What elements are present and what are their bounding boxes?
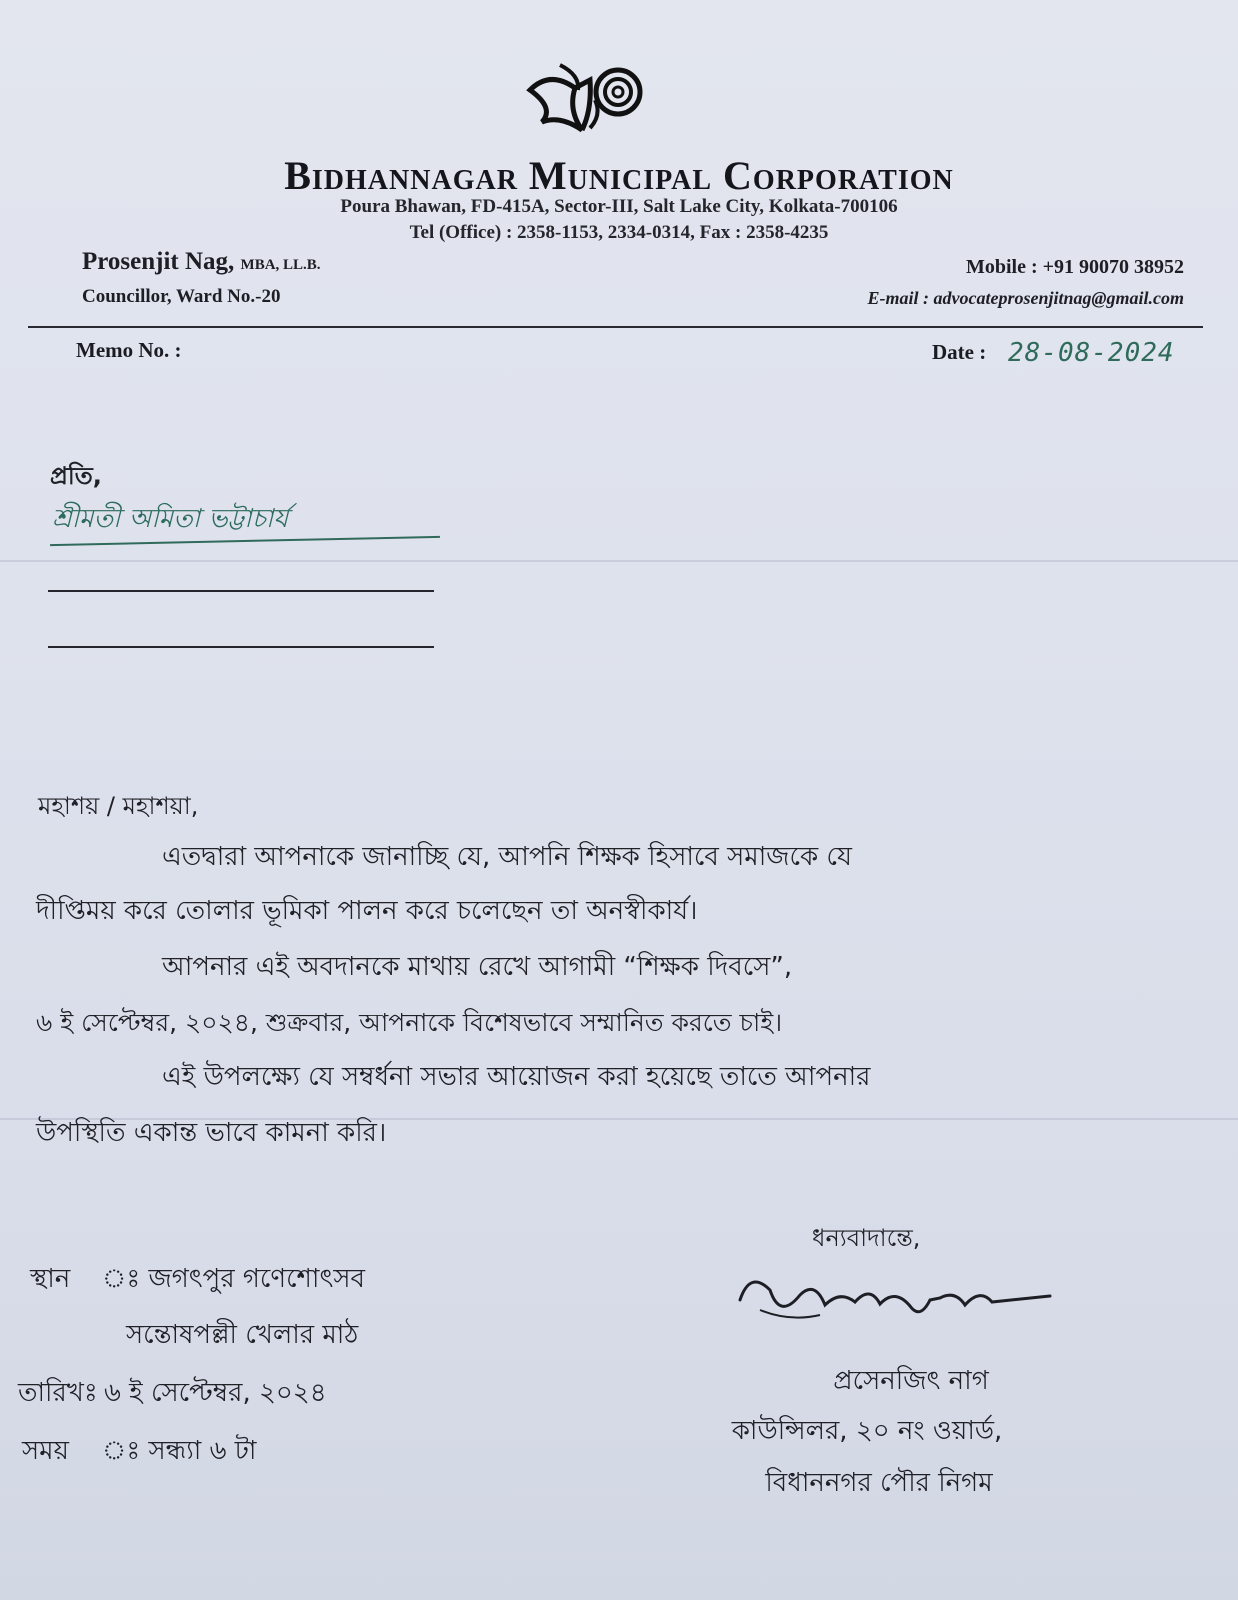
handwritten-signature xyxy=(730,1260,1060,1340)
org-title: Bidhannagar Municipal Corporation xyxy=(284,153,954,198)
recipient-name: শ্রীমতী অমিতা ভট্টাচার্য xyxy=(52,504,289,534)
body-line: এই উপলক্ষ্যে যে সম্বর্ধনা সভার আয়োজন করা হয়েছে তাতে আপনার xyxy=(162,1062,871,1092)
councillor-degrees: MBA, LL.B. xyxy=(240,257,321,273)
org-phone: Tel (Office) : 2358-1153, 2334-0314, Fax : 2358-4235 xyxy=(409,222,829,243)
mobile-number: Mobile : +91 90070 38952 xyxy=(965,256,1184,278)
body-line: আপনার এই অবদানকে মাথায় রেখে আগামী “শিক্ষক দিবসে”, xyxy=(162,952,793,982)
councillor-name-text: Prosenjit Nag, xyxy=(82,248,235,275)
signatory-title: কাউন্সিলর, ২০ নং ওয়ার্ড, xyxy=(731,1416,1003,1446)
venue-line: ঃ জগৎপুর গণেশোৎসব xyxy=(102,1264,366,1294)
memo-label: Memo No. : xyxy=(76,338,182,362)
salutation: মহাশয় / মহাশয়া, xyxy=(38,792,199,820)
event-time-label: সময় xyxy=(22,1436,69,1466)
org-address: Poura Bhawan, FD-415A, Sector-III, Salt Lake City, Kolkata-700106 xyxy=(340,196,898,217)
councillor-name xyxy=(82,248,321,276)
event-time-value: ঃ সন্ধ্যা ৬ টা xyxy=(102,1436,257,1466)
body-line: দীপ্তিময় করে তোলার ভূমিকা পালন করে চলেছেন তা অনস্বীকার্য। xyxy=(36,896,698,926)
event-date-value: ৬ ই সেপ্টেম্বর, ২০২৪ xyxy=(104,1378,327,1408)
signatory-name: প্রসেনজিৎ নাগ xyxy=(833,1366,989,1396)
header-divider xyxy=(28,326,1203,328)
venue-line: সন্তোষপল্লী খেলার মাঠ xyxy=(126,1320,359,1350)
venue-label: স্থান xyxy=(30,1264,71,1294)
paper-fold xyxy=(0,560,1238,562)
date-label: Date : xyxy=(932,340,987,364)
signatory-org: বিধাননগর পৌর নিগম xyxy=(765,1468,993,1498)
body-line: উপস্থিতি একান্ত ভাবে কামনা করি। xyxy=(36,1118,387,1148)
event-date-label: তারিখঃ xyxy=(18,1378,98,1408)
to-label: প্রতি, xyxy=(50,462,102,490)
councillor-designation: Councillor, Ward No.-20 xyxy=(82,286,281,307)
closing-thanks: ধন্যবাদান্তে, xyxy=(812,1224,921,1252)
address-line xyxy=(48,646,434,648)
bmc-logo xyxy=(520,60,650,150)
body-line: এতদ্বারা আপনাকে জানাচ্ছি যে, আপনি শিক্ষক হিসাবে সমাজকে যে xyxy=(162,842,852,872)
address-line xyxy=(48,590,434,592)
body-line: ৬ ই সেপ্টেম্বর, ২০২৪, শুক্রবার, আপনাকে বিশেষভাবে সম্মানিত করতে চাই। xyxy=(36,1008,783,1037)
email-address: E-mail : advocateprosenjitnag@gmail.com xyxy=(867,288,1184,308)
date-value: 28-08-2024 xyxy=(1008,338,1175,368)
